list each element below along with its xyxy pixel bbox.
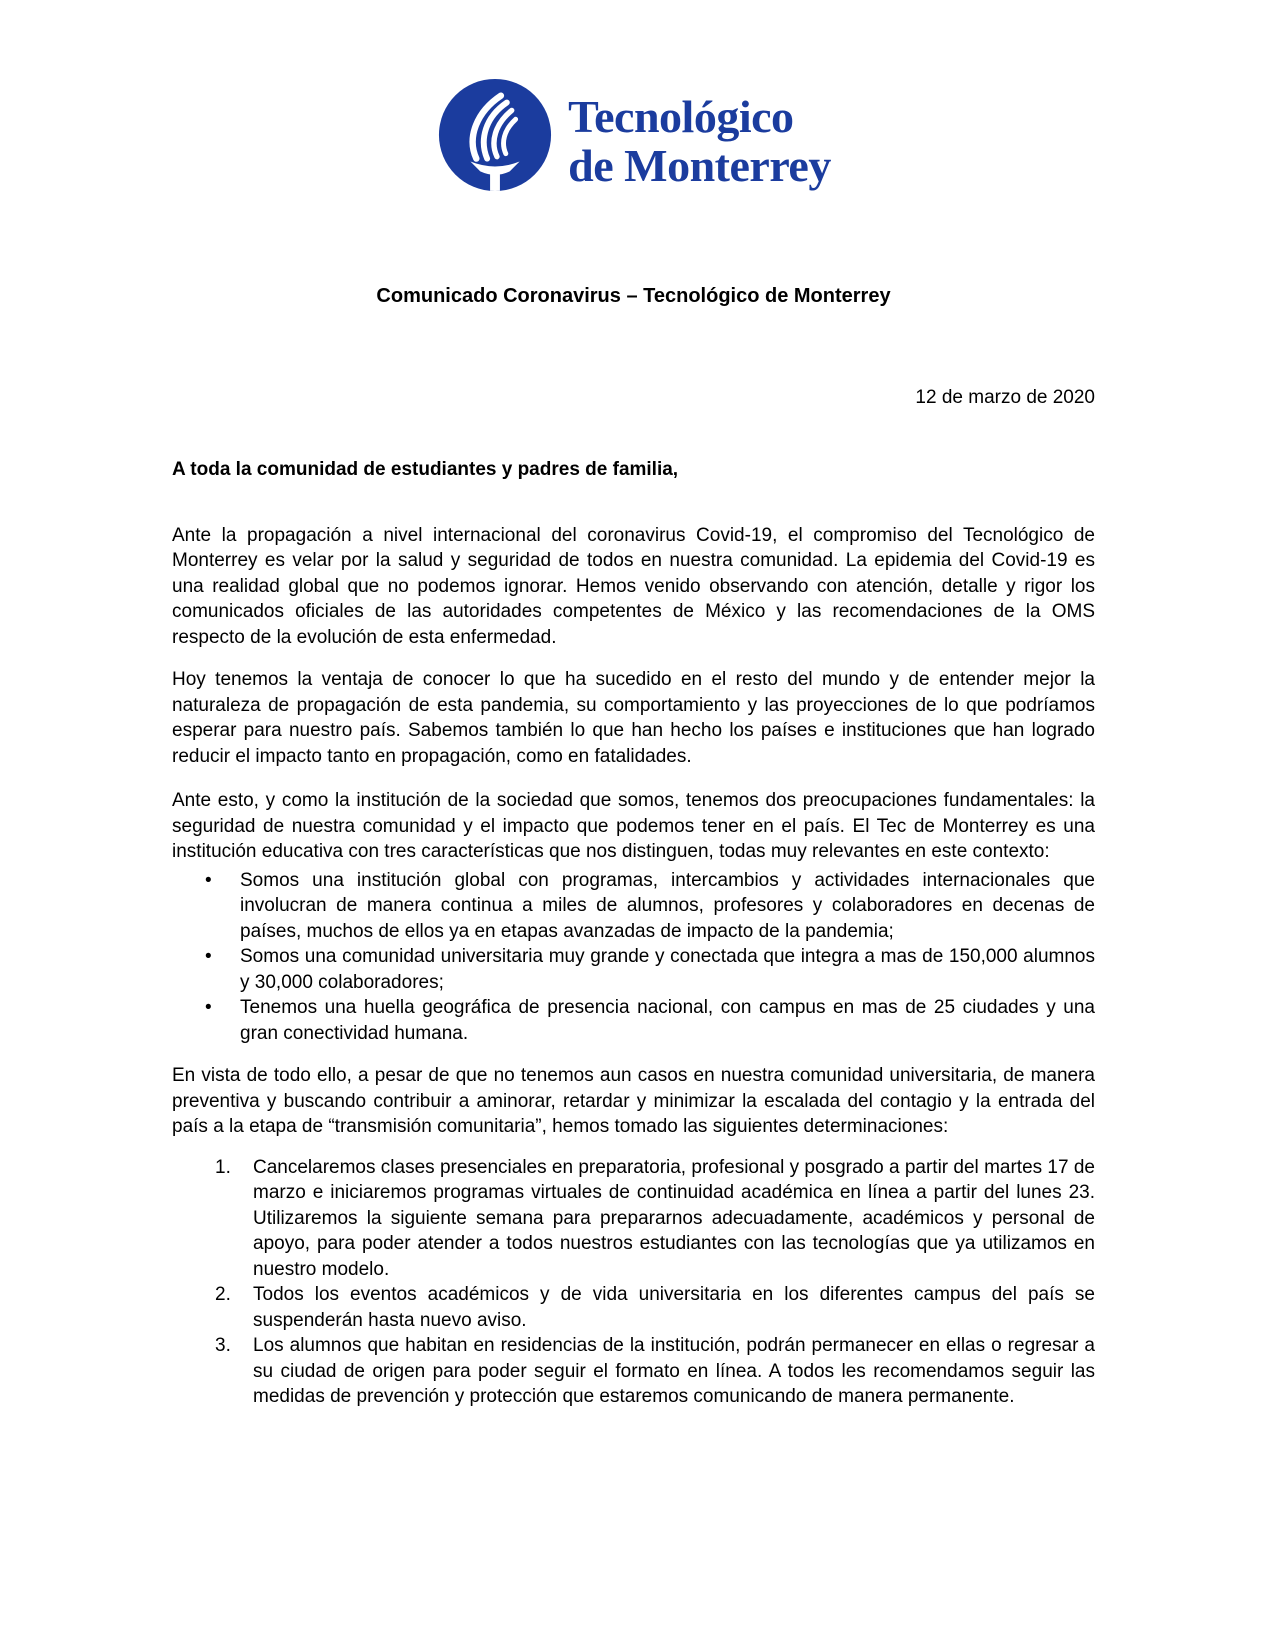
list-item-text: Todos los eventos académicos y de vida universitaria en los diferentes campus del país se suspenderán hasta nuevo aviso. <box>253 1284 1095 1331</box>
determinations-list <box>172 1155 1095 1410</box>
document-date: 12 de marzo de 2020 <box>915 387 1095 408</box>
list-item <box>172 868 1095 945</box>
bullet-marker: • <box>205 997 212 1018</box>
list-item-text: Somos una comunidad universitaria muy grande y conectada que integra a mas de 150,000 alumnos y 30,000 colaboradores; <box>240 946 1095 993</box>
list-item-text: Somos una institución global con programas, intercambios y actividades internacionales que involucran de manera continua a miles de alumnos, profesores y colaboradores en decenas de países, muchos de ellos ya en etapas avanzadas de impacto de la pandemia; <box>240 869 1095 942</box>
paragraph-context: Hoy tenemos la ventaja de conocer lo que ha sucedido en el resto del mundo y de entender mejor la naturaleza de propagación de esta pandemia, su comportamiento y las proyecciones de lo que podríamos esperar para nuestro país. Sabemos también lo que han hecho los países e instituciones que han logrado reducir el impacto tanto en propagación, como en fatalidades. <box>172 669 1095 767</box>
list-item-text: Los alumnos que habitan en residencias de la institución, podrán permanecer en ellas o regresar a su ciudad de origen para poder seguir el formato en línea. A todos les recomendamos seguir las medidas de prevención y protección que estaremos comunicando de manera permanente. <box>253 1335 1095 1407</box>
logo-wordmark <box>568 92 831 190</box>
list-item-text: Tenemos una huella geográfica de presencia nacional, con campus en mas de 25 ciudades y una gran conectividad humana. <box>240 997 1095 1044</box>
salutation: A toda la comunidad de estudiantes y padres de familia, <box>172 459 679 480</box>
list-item <box>172 944 1095 995</box>
document-title: Comunicado Coronavirus – Tecnológico de Monterrey <box>376 285 891 307</box>
paragraph-characteristics: Ante esto, y como la institución de la sociedad que somos, tenemos dos preocupaciones fundamentales: la seguridad de nuestra comunidad y el impacto que podemos tener en el país. El Tec de Monterrey es una institución educativa con tres características que nos distinguen, todas muy relevantes en este contexto: <box>172 790 1095 862</box>
bullet-marker: • <box>205 946 212 967</box>
letter-content <box>172 0 1095 1410</box>
list-item <box>172 995 1095 1046</box>
paragraph-intro: Ante la propagación a nivel internacional del coronavirus Covid-19, el compromiso del Tecnológico de Monterrey es velar por la salud y seguridad de todos en nuestra comunidad. La epidemia del Covid-19 es una realidad global que no podemos ignorar. Hemos venido observando con atención, detalle y rigor los comunicados oficiales de las autoridades competentes de México y las recomendaciones de la OMS respecto de la evolución de esta enfermedad. <box>172 524 1095 648</box>
logo-wordmark-line2: de Monterrey <box>568 140 831 191</box>
paragraph-determinations: En vista de todo ello, a pesar de que no tenemos aun casos en nuestra comunidad universitaria, de manera preventiva y buscando contribuir a aminorar, retardar y minimizar la escalada del contagio y la entrada del país a la etapa de “transmisión comunitaria”, hemos tomado las siguientes determinaciones: <box>172 1065 1095 1137</box>
number-marker: 1. <box>215 1156 231 1178</box>
list-item <box>172 1155 1095 1283</box>
tec-de-monterrey-logo <box>436 76 831 194</box>
logo-wordmark-line1: Tecnológico <box>568 91 794 142</box>
number-marker: 2. <box>215 1284 231 1305</box>
bullet-marker: • <box>205 869 212 891</box>
tec-flame-icon <box>436 76 554 194</box>
list-item-text: Cancelaremos clases presenciales en preparatoria, profesional y posgrado a partir del martes 17 de marzo e iniciaremos programas virtuales de continuidad académica en línea a partir del lunes 23. Utilizaremos la siguiente semana para prepararnos adecuadamente, académicos y personal de apoyo, para poder atender a todos nuestros estudiantes con las tecnologías que ya utilizamos en nuestro modelo. <box>253 1156 1095 1280</box>
characteristics-list <box>172 868 1095 1047</box>
number-marker: 3. <box>215 1335 231 1356</box>
list-item <box>172 1282 1095 1333</box>
list-item <box>172 1333 1095 1410</box>
